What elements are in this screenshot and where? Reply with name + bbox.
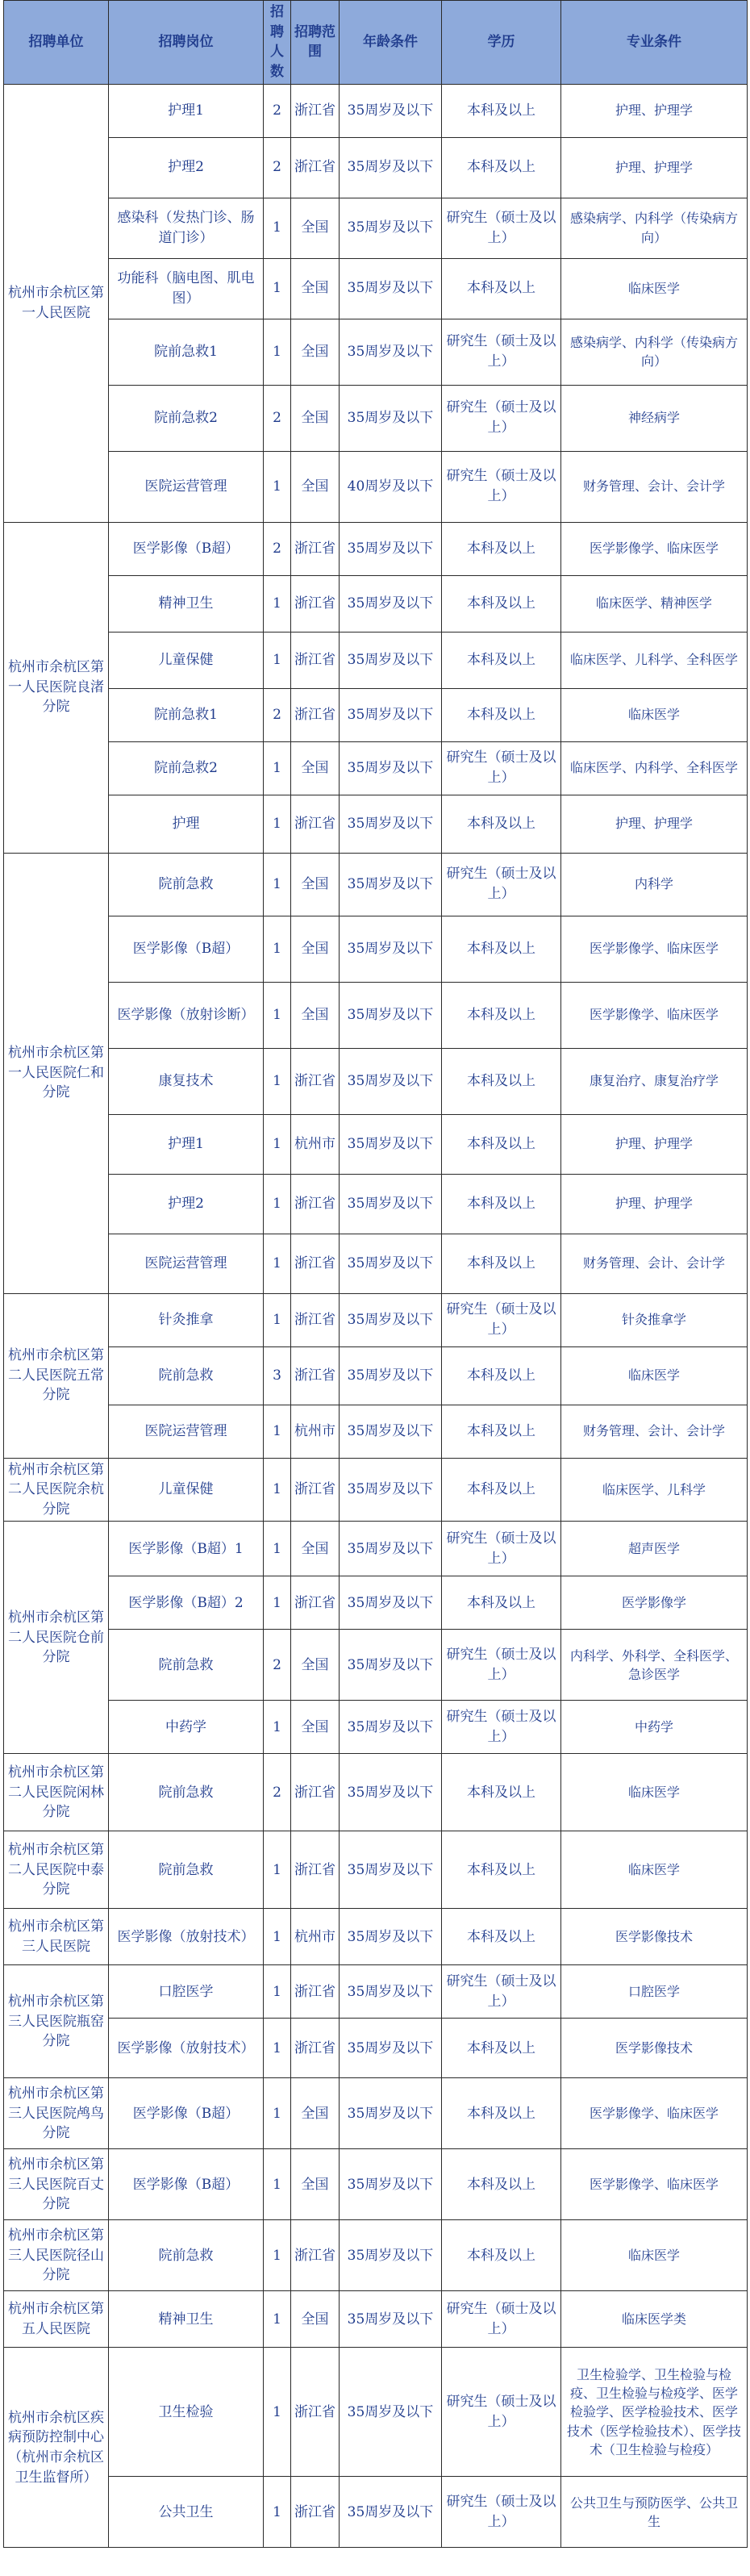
age-cell: 35周岁及以下 (340, 1293, 442, 1346)
major-cell: 护理、护理学 (561, 84, 748, 137)
age-cell: 35周岁及以下 (340, 2291, 442, 2348)
major-cell: 口腔医学 (561, 1965, 748, 2019)
education-cell: 本科及以上 (442, 1174, 561, 1234)
table-row (4, 1522, 748, 1576)
age-cell: 35周岁及以下 (340, 258, 442, 319)
scope-cell: 浙江省 (291, 1458, 340, 1522)
major-cell: 临床医学 (561, 1754, 748, 1831)
position-cell: 医学影像（B超）2 (109, 1576, 264, 1630)
age-cell: 35周岁及以下 (340, 1048, 442, 1114)
position-cell: 功能科（脑电图、肌电图） (109, 258, 264, 319)
major-cell: 临床医学、儿科学 (561, 1458, 748, 1522)
scope-cell: 全国 (291, 1630, 340, 1701)
scope-cell: 浙江省 (291, 1293, 340, 1346)
scope-cell: 全国 (291, 2078, 340, 2149)
unit-cell: 杭州市余杭区第二人民医院中泰分院 (4, 1831, 109, 1909)
scope-cell: 全国 (291, 2149, 340, 2220)
position-cell: 精神卫生 (109, 2291, 264, 2348)
table-row (4, 1048, 748, 1114)
education-cell: 本科及以上 (442, 2220, 561, 2291)
major-cell: 临床医学 (561, 1346, 748, 1405)
education-cell: 研究生（硕士及以上） (442, 1701, 561, 1754)
major-cell: 医学影像学、临床医学 (561, 2078, 748, 2149)
table-row (4, 84, 748, 137)
unit-cell: 杭州市余杭区第二人民医院仓前分院 (4, 1522, 109, 1754)
major-cell: 临床医学 (561, 688, 748, 741)
position-cell: 医学影像（放射技术） (109, 1909, 264, 1965)
scope-cell: 全国 (291, 853, 340, 916)
position-cell: 医学影像（B超） (109, 2078, 264, 2149)
position-cell: 护理2 (109, 137, 264, 198)
education-cell: 本科及以上 (442, 1909, 561, 1965)
position-cell: 针灸推拿 (109, 1293, 264, 1346)
position-cell: 护理2 (109, 1174, 264, 1234)
age-cell: 35周岁及以下 (340, 1909, 442, 1965)
table-row (4, 1174, 748, 1234)
count-cell: 1 (264, 1458, 291, 1522)
major-cell: 临床医学 (561, 2220, 748, 2291)
major-cell: 感染病学、内科学（传染病方向） (561, 319, 748, 385)
table-row (4, 795, 748, 853)
scope-cell: 浙江省 (291, 2477, 340, 2548)
position-cell: 院前急救 (109, 1754, 264, 1831)
table-row (4, 198, 748, 258)
major-cell: 临床医学 (561, 258, 748, 319)
count-cell: 1 (264, 2477, 291, 2548)
table-row (4, 2477, 748, 2548)
table-row (4, 1630, 748, 1701)
education-cell: 研究生（硕士及以上） (442, 853, 561, 916)
position-cell: 医院运营管理 (109, 1234, 264, 1293)
major-cell: 超声医学 (561, 1522, 748, 1576)
position-cell: 儿童保健 (109, 1458, 264, 1522)
age-cell: 35周岁及以下 (340, 84, 442, 137)
major-cell: 针灸推拿学 (561, 1293, 748, 1346)
count-cell: 1 (264, 741, 291, 795)
education-cell: 本科及以上 (442, 688, 561, 741)
education-cell: 研究生（硕士及以上） (442, 385, 561, 451)
header-unit: 招聘单位 (4, 1, 109, 85)
age-cell: 35周岁及以下 (340, 1576, 442, 1630)
count-cell: 1 (264, 1048, 291, 1114)
table-row (4, 1114, 748, 1174)
count-cell: 1 (264, 853, 291, 916)
age-cell: 35周岁及以下 (340, 2220, 442, 2291)
education-cell: 本科及以上 (442, 1048, 561, 1114)
table-body (4, 84, 748, 2548)
age-cell: 35周岁及以下 (340, 853, 442, 916)
table-row (4, 1576, 748, 1630)
major-cell: 医学影像学、临床医学 (561, 982, 748, 1048)
table-row (4, 2149, 748, 2220)
table-row (4, 2220, 748, 2291)
scope-cell: 浙江省 (291, 1346, 340, 1405)
education-cell: 本科及以上 (442, 137, 561, 198)
age-cell: 35周岁及以下 (340, 1701, 442, 1754)
count-cell: 1 (264, 795, 291, 853)
scope-cell: 全国 (291, 1522, 340, 1576)
count-cell: 1 (264, 1234, 291, 1293)
age-cell: 35周岁及以下 (340, 2149, 442, 2220)
age-cell: 35周岁及以下 (340, 2348, 442, 2477)
education-cell: 本科及以上 (442, 522, 561, 575)
table-row (4, 575, 748, 632)
unit-cell: 杭州市余杭区第二人民医院五常分院 (4, 1293, 109, 1458)
scope-cell: 全国 (291, 198, 340, 258)
age-cell: 35周岁及以下 (340, 1405, 442, 1458)
unit-cell: 杭州市余杭区第三人民医院百丈分院 (4, 2149, 109, 2220)
position-cell: 医学影像（B超） (109, 916, 264, 982)
major-cell: 神经病学 (561, 385, 748, 451)
table-row (4, 451, 748, 522)
header-scope: 招聘范围 (291, 1, 340, 85)
major-cell: 康复治疗、康复治疗学 (561, 1048, 748, 1114)
unit-cell: 杭州市余杭区第一人民医院良渚分院 (4, 522, 109, 853)
education-cell: 本科及以上 (442, 1831, 561, 1909)
table-row (4, 1458, 748, 1522)
scope-cell: 浙江省 (291, 632, 340, 688)
scope-cell: 浙江省 (291, 1754, 340, 1831)
position-cell: 感染科（发热门诊、肠道门诊） (109, 198, 264, 258)
table-row (4, 1965, 748, 2019)
age-cell: 35周岁及以下 (340, 1754, 442, 1831)
major-cell: 财务管理、会计、会计学 (561, 1405, 748, 1458)
scope-cell: 全国 (291, 451, 340, 522)
scope-cell: 全国 (291, 2291, 340, 2348)
unit-cell: 杭州市余杭区第三人民医院 (4, 1909, 109, 1965)
unit-cell: 杭州市余杭区疾病预防控制中心（杭州市余杭区卫生监督所） (4, 2348, 109, 2548)
position-cell: 院前急救 (109, 1831, 264, 1909)
count-cell: 1 (264, 319, 291, 385)
major-cell: 护理、护理学 (561, 1114, 748, 1174)
education-cell: 研究生（硕士及以上） (442, 1630, 561, 1701)
age-cell: 35周岁及以下 (340, 688, 442, 741)
count-cell: 2 (264, 1754, 291, 1831)
major-cell: 临床医学、内科学、全科医学 (561, 741, 748, 795)
education-cell: 本科及以上 (442, 2019, 561, 2078)
scope-cell: 全国 (291, 319, 340, 385)
age-cell: 35周岁及以下 (340, 2078, 442, 2149)
count-cell: 1 (264, 1576, 291, 1630)
age-cell: 35周岁及以下 (340, 1522, 442, 1576)
count-cell: 3 (264, 1346, 291, 1405)
unit-cell: 杭州市余杭区第一人民医院 (4, 84, 109, 522)
count-cell: 1 (264, 2291, 291, 2348)
education-cell: 研究生（硕士及以上） (442, 1965, 561, 2019)
count-cell: 2 (264, 137, 291, 198)
scope-cell: 浙江省 (291, 522, 340, 575)
position-cell: 护理1 (109, 1114, 264, 1174)
count-cell: 1 (264, 258, 291, 319)
scope-cell: 全国 (291, 982, 340, 1048)
header-count: 招聘人数 (264, 1, 291, 85)
major-cell: 内科学、外科学、全科医学、急诊医学 (561, 1630, 748, 1701)
count-cell: 1 (264, 451, 291, 522)
count-cell: 1 (264, 916, 291, 982)
count-cell: 1 (264, 632, 291, 688)
major-cell: 医学影像学、临床医学 (561, 916, 748, 982)
major-cell: 财务管理、会计、会计学 (561, 1234, 748, 1293)
count-cell: 2 (264, 1630, 291, 1701)
education-cell: 研究生（硕士及以上） (442, 741, 561, 795)
education-cell: 研究生（硕士及以上） (442, 451, 561, 522)
education-cell: 研究生（硕士及以上） (442, 2291, 561, 2348)
table-row (4, 853, 748, 916)
education-cell: 本科及以上 (442, 632, 561, 688)
recruitment-table (3, 0, 748, 2548)
count-cell: 1 (264, 198, 291, 258)
major-cell: 护理、护理学 (561, 795, 748, 853)
education-cell: 本科及以上 (442, 575, 561, 632)
age-cell: 35周岁及以下 (340, 982, 442, 1048)
age-cell: 35周岁及以下 (340, 1346, 442, 1405)
table-row (4, 137, 748, 198)
scope-cell: 浙江省 (291, 2348, 340, 2477)
count-cell: 1 (264, 2348, 291, 2477)
education-cell: 本科及以上 (442, 1114, 561, 1174)
position-cell: 精神卫生 (109, 575, 264, 632)
position-cell: 医学影像（B超） (109, 522, 264, 575)
table-row (4, 982, 748, 1048)
scope-cell: 浙江省 (291, 575, 340, 632)
position-cell: 院前急救2 (109, 385, 264, 451)
position-cell: 院前急救1 (109, 319, 264, 385)
age-cell: 35周岁及以下 (340, 795, 442, 853)
education-cell: 研究生（硕士及以上） (442, 1293, 561, 1346)
position-cell: 护理1 (109, 84, 264, 137)
major-cell: 医学影像技术 (561, 2019, 748, 2078)
age-cell: 35周岁及以下 (340, 575, 442, 632)
age-cell: 35周岁及以下 (340, 1458, 442, 1522)
major-cell: 临床医学、儿科学、全科医学 (561, 632, 748, 688)
scope-cell: 浙江省 (291, 2220, 340, 2291)
count-cell: 1 (264, 2019, 291, 2078)
position-cell: 院前急救1 (109, 688, 264, 741)
count-cell: 1 (264, 2149, 291, 2220)
age-cell: 35周岁及以下 (340, 916, 442, 982)
count-cell: 1 (264, 1909, 291, 1965)
age-cell: 35周岁及以下 (340, 741, 442, 795)
age-cell: 35周岁及以下 (340, 319, 442, 385)
scope-cell: 全国 (291, 385, 340, 451)
scope-cell: 浙江省 (291, 688, 340, 741)
table-row (4, 2078, 748, 2149)
education-cell: 本科及以上 (442, 2078, 561, 2149)
table-row (4, 632, 748, 688)
position-cell: 院前急救2 (109, 741, 264, 795)
scope-cell: 浙江省 (291, 1234, 340, 1293)
age-cell: 35周岁及以下 (340, 1174, 442, 1234)
count-cell: 1 (264, 1405, 291, 1458)
education-cell: 本科及以上 (442, 1234, 561, 1293)
table-row (4, 385, 748, 451)
position-cell: 医院运营管理 (109, 1405, 264, 1458)
age-cell: 35周岁及以下 (340, 522, 442, 575)
major-cell: 临床医学、精神医学 (561, 575, 748, 632)
scope-cell: 浙江省 (291, 2019, 340, 2078)
table-row (4, 1909, 748, 1965)
scope-cell: 浙江省 (291, 1576, 340, 1630)
table-row (4, 1405, 748, 1458)
unit-cell: 杭州市余杭区第三人民医院瓶窑分院 (4, 1965, 109, 2078)
scope-cell: 全国 (291, 258, 340, 319)
table-row (4, 2348, 748, 2477)
major-cell: 医学影像学、临床医学 (561, 2149, 748, 2220)
header-education: 学历 (442, 1, 561, 85)
major-cell: 医学影像技术 (561, 1909, 748, 1965)
position-cell: 院前急救 (109, 1346, 264, 1405)
age-cell: 35周岁及以下 (340, 2477, 442, 2548)
scope-cell: 杭州市 (291, 1405, 340, 1458)
education-cell: 本科及以上 (442, 1754, 561, 1831)
position-cell: 医学影像（放射技术） (109, 2019, 264, 2078)
major-cell: 内科学 (561, 853, 748, 916)
education-cell: 研究生（硕士及以上） (442, 198, 561, 258)
major-cell: 感染病学、内科学（传染病方向） (561, 198, 748, 258)
scope-cell: 浙江省 (291, 1831, 340, 1909)
header-age: 年龄条件 (340, 1, 442, 85)
major-cell: 护理、护理学 (561, 137, 748, 198)
count-cell: 1 (264, 982, 291, 1048)
unit-cell: 杭州市余杭区第三人民医院鸬鸟分院 (4, 2078, 109, 2149)
position-cell: 院前急救 (109, 853, 264, 916)
scope-cell: 全国 (291, 916, 340, 982)
major-cell: 医学影像学、临床医学 (561, 522, 748, 575)
position-cell: 医学影像（B超）1 (109, 1522, 264, 1576)
count-cell: 1 (264, 2078, 291, 2149)
table-row (4, 1831, 748, 1909)
education-cell: 研究生（硕士及以上） (442, 319, 561, 385)
education-cell: 本科及以上 (442, 1458, 561, 1522)
count-cell: 1 (264, 1522, 291, 1576)
table-row (4, 1293, 748, 1346)
education-cell: 研究生（硕士及以上） (442, 1522, 561, 1576)
education-cell: 本科及以上 (442, 84, 561, 137)
education-cell: 本科及以上 (442, 2149, 561, 2220)
education-cell: 本科及以上 (442, 982, 561, 1048)
age-cell: 35周岁及以下 (340, 198, 442, 258)
header-major: 专业条件 (561, 1, 748, 85)
count-cell: 1 (264, 1965, 291, 2019)
scope-cell: 全国 (291, 1701, 340, 1754)
scope-cell: 杭州市 (291, 1114, 340, 1174)
scope-cell: 全国 (291, 741, 340, 795)
header-position: 招聘岗位 (109, 1, 264, 85)
education-cell: 本科及以上 (442, 1405, 561, 1458)
major-cell: 卫生检验学、卫生检验与检疫、卫生检验与检疫学、医学检验学、医学检验技术、医学技术（医学检验技术）、医学技术（卫生检验与检疫） (561, 2348, 748, 2477)
table-row (4, 1754, 748, 1831)
position-cell: 儿童保健 (109, 632, 264, 688)
major-cell: 临床医学类 (561, 2291, 748, 2348)
unit-cell: 杭州市余杭区第三人民医院径山分院 (4, 2220, 109, 2291)
table-row (4, 319, 748, 385)
major-cell: 临床医学 (561, 1831, 748, 1909)
major-cell: 中药学 (561, 1701, 748, 1754)
education-cell: 本科及以上 (442, 258, 561, 319)
scope-cell: 浙江省 (291, 1965, 340, 2019)
table-row (4, 2019, 748, 2078)
major-cell: 公共卫生与预防医学、公共卫生 (561, 2477, 748, 2548)
age-cell: 35周岁及以下 (340, 2019, 442, 2078)
unit-cell: 杭州市余杭区第一人民医院仁和分院 (4, 853, 109, 1293)
count-cell: 2 (264, 385, 291, 451)
unit-cell: 杭州市余杭区第二人民医院闲林分院 (4, 1754, 109, 1831)
table-row (4, 2291, 748, 2348)
scope-cell: 浙江省 (291, 1048, 340, 1114)
major-cell: 护理、护理学 (561, 1174, 748, 1234)
age-cell: 35周岁及以下 (340, 137, 442, 198)
unit-cell: 杭州市余杭区第二人民医院余杭分院 (4, 1458, 109, 1522)
table-row (4, 916, 748, 982)
age-cell: 35周岁及以下 (340, 1965, 442, 2019)
unit-cell: 杭州市余杭区第五人民医院 (4, 2291, 109, 2348)
count-cell: 1 (264, 1114, 291, 1174)
scope-cell: 杭州市 (291, 1909, 340, 1965)
position-cell: 医院运营管理 (109, 451, 264, 522)
count-cell: 2 (264, 688, 291, 741)
age-cell: 35周岁及以下 (340, 632, 442, 688)
count-cell: 2 (264, 522, 291, 575)
table-row (4, 522, 748, 575)
count-cell: 1 (264, 2220, 291, 2291)
education-cell: 本科及以上 (442, 795, 561, 853)
major-cell: 财务管理、会计、会计学 (561, 451, 748, 522)
table-row (4, 1234, 748, 1293)
count-cell: 1 (264, 1831, 291, 1909)
education-cell: 研究生（硕士及以上） (442, 2477, 561, 2548)
position-cell: 卫生检验 (109, 2348, 264, 2477)
scope-cell: 浙江省 (291, 795, 340, 853)
position-cell: 医学影像（B超） (109, 2149, 264, 2220)
scope-cell: 浙江省 (291, 137, 340, 198)
count-cell: 1 (264, 1701, 291, 1754)
table-row (4, 258, 748, 319)
age-cell: 35周岁及以下 (340, 1234, 442, 1293)
position-cell: 康复技术 (109, 1048, 264, 1114)
count-cell: 1 (264, 1174, 291, 1234)
age-cell: 35周岁及以下 (340, 1630, 442, 1701)
age-cell: 40周岁及以下 (340, 451, 442, 522)
count-cell: 1 (264, 575, 291, 632)
age-cell: 35周岁及以下 (340, 385, 442, 451)
position-cell: 中药学 (109, 1701, 264, 1754)
education-cell: 研究生（硕士及以上） (442, 2348, 561, 2477)
position-cell: 院前急救 (109, 1630, 264, 1701)
education-cell: 本科及以上 (442, 1346, 561, 1405)
position-cell: 口腔医学 (109, 1965, 264, 2019)
position-cell: 护理 (109, 795, 264, 853)
table-row (4, 1701, 748, 1754)
count-cell: 2 (264, 84, 291, 137)
major-cell: 医学影像学 (561, 1576, 748, 1630)
education-cell: 本科及以上 (442, 1576, 561, 1630)
age-cell: 35周岁及以下 (340, 1831, 442, 1909)
position-cell: 医学影像（放射诊断） (109, 982, 264, 1048)
table-row (4, 741, 748, 795)
scope-cell: 浙江省 (291, 84, 340, 137)
position-cell: 公共卫生 (109, 2477, 264, 2548)
education-cell: 本科及以上 (442, 916, 561, 982)
table-row (4, 1346, 748, 1405)
count-cell: 1 (264, 1293, 291, 1346)
position-cell: 院前急救 (109, 2220, 264, 2291)
scope-cell: 浙江省 (291, 1174, 340, 1234)
header-row (4, 1, 748, 85)
age-cell: 35周岁及以下 (340, 1114, 442, 1174)
table-row (4, 688, 748, 741)
